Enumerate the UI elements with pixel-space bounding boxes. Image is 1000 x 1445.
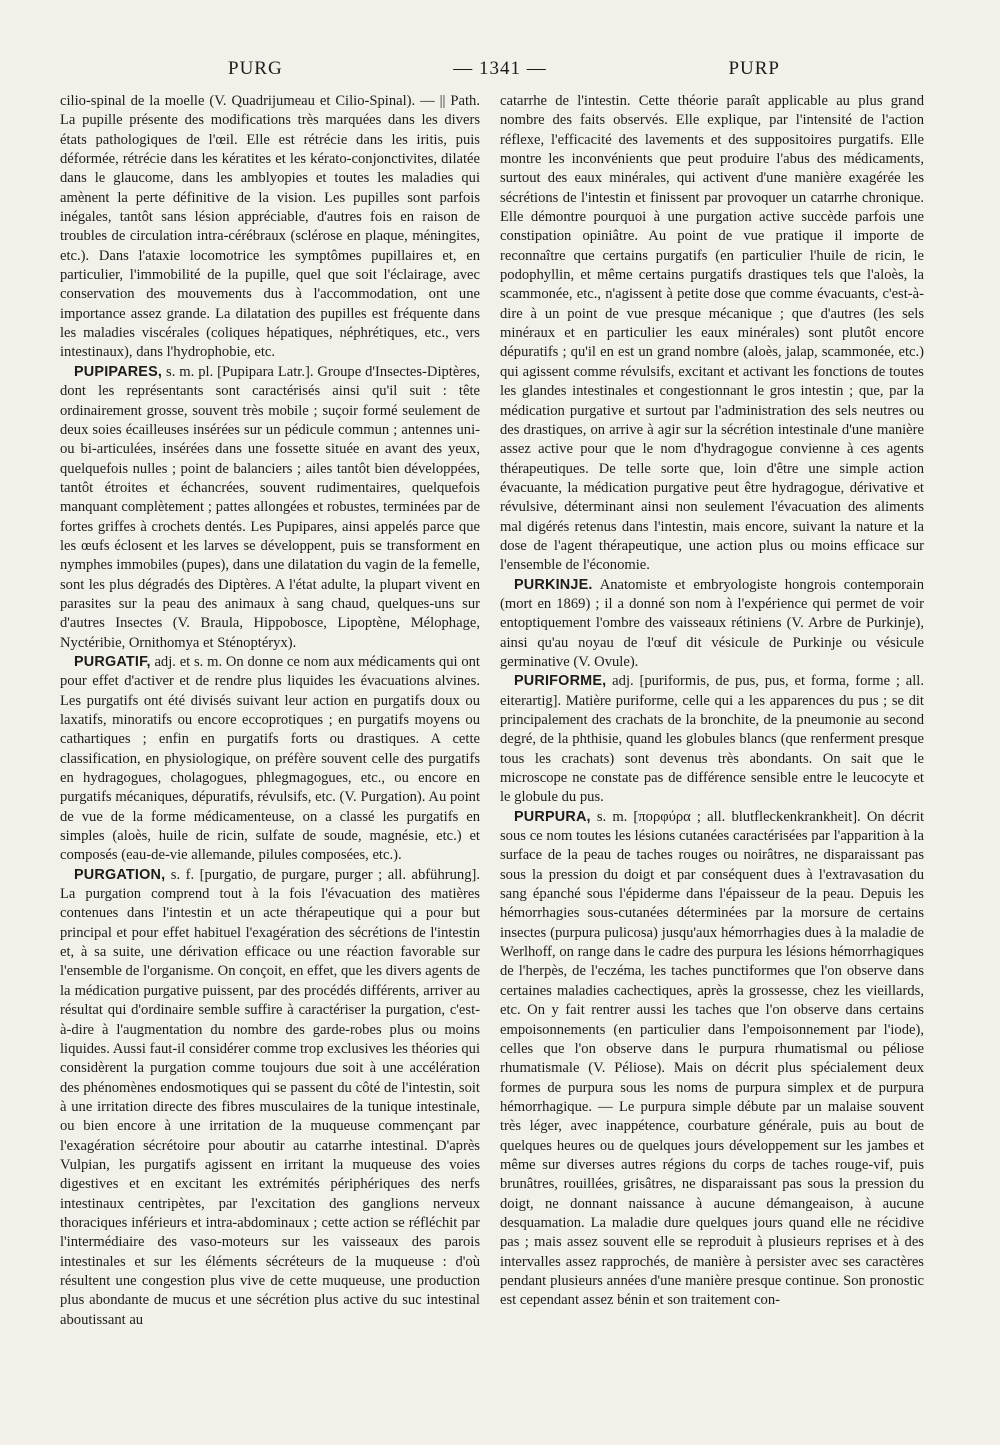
left-column [60, 92, 480, 1330]
entry-headword: PURIFORME, [514, 673, 607, 690]
entry-purpura [500, 808, 924, 1311]
entry-body: Anatomiste et embryologiste hongrois contemporain (mort en 1869) ; il a donné son nom à l'expérience qui permet de voir entoptiquement l'ombre des vaisseaux rétiniens (V. Arbre de Purkinje), ainsi qu'au noyau de l'œuf dit vésicule de Purkinje ou vésicule germinative (V. Ovule). [500, 576, 924, 670]
entry-headword: PUPIPARES, [74, 363, 163, 380]
entry-purgation [60, 866, 480, 1330]
page-number: — 1341 — [453, 58, 547, 79]
entry-continuation [60, 92, 480, 363]
entry-body: cilio-spinal de la moelle (V. Quadrijumeau et Cilio-Spinal). — || Path. La pupille présente des modifications très marquées dans les divers états pathologiques de l'œil. Elle est rétrécie dans les iritis, puis déformée, rétrécie dans les kératites et les kérato-conjonctivites, dilatée dans le glaucome, dans les amblyopies et toutes les maladies qui amènent la perte définitive de la vision. Les pupilles sont parfois inégales, tantôt sans lésion appréciable, d'autres fois en raison de troubles de circulation intra-cérébraux (sclérose en plaque, méningites, etc.). Dans l'ataxie locomotrice les symptômes pupillaires et, en particulier, l'immobilité de la pupille, quel que soit l'éclairage, avec conservation des mouvements dus à l'accommodation, ont une importance assez grande. La dilatation des pupilles est fréquente dans les maladies viscérales (coliques hépatiques, néphrétiques, etc., vers intestinaux), dans l'hydrophobie, etc. [60, 93, 480, 361]
entry-body: s. f. [purgatio, de purgare, purger ; all. abführung]. La purgation comprend tout à la fois l'évacuation des matières contenues dans l'intestin et un acte thérapeutique qui a pour but principal et pour effet habituel l'exagération des sécrétions de l'intestin et, à sa suite, une dérivation efficace ou une réaction favorable sur l'ensemble de l'organisme. On conçoit, en effet, que les divers agents de la médication purgative puissent, par des procédés différents, arriver au résultat qui d'ordinaire semble suffire à caractériser la purgation, c'est-à-dire à l'augmentation du nombre des garde-robes plus ou moins liquides. Aussi faut-il considérer comme trop exclusives les théories qui considèrent la purgation comme toujours due soit à une accélération des phénomènes endosmotiques qui se passent du côté de l'intestin, soit à une irritation directe des fibres musculaires de la tunique intestinale, ou bien encore à une irritation de la muqueuse commençant par l'exagération sécrétoire pour aboutir au catarrhe intestinal. D'après Vulpian, les purgatifs agissent en irritant la muqueuse des voies digestives et en excitant les extrémités périphériques des nerfs intestinaux centripètes, par l'excitation des ganglions nerveux thoraciques inférieurs et intra-abdominaux ; cette action se réfléchit par l'intermédiaire des vaso-moteurs sur les vaisseaux des parois intestinales et sur les éléments sécréteurs de la muqueuse : d'où résultent une congestion plus vive de cette muqueuse, une production plus abondante de mucus et une sécrétion plus active du suc intestinal aboutissant au [60, 866, 480, 1328]
entry-purgatif [60, 653, 480, 866]
entry-headword: PURKINJE. [514, 576, 593, 593]
header-right-guideword: PURP [728, 58, 780, 79]
entry-continuation [500, 92, 924, 576]
right-column [500, 92, 924, 1311]
header-left-guideword: PURG [228, 58, 283, 79]
running-head [60, 58, 940, 88]
entry-body: catarrhe de l'intestin. Cette théorie paraît applicable au plus grand nombre des faits observés. Elle explique, par l'intensité de l'action réflexe, l'efficacité des lavements et des suppositoires purgatifs. Elle montre les inconvénients que peut produire l'abus des médicaments, surtout des eaux minérales, qui activent d'une manière exagérée les sécrétions de l'intestin et finissent par provoquer un catarrhe chronique. Elle démontre pourquoi à une purgation active succède parfois une constipation opiniâtre. Au point de vue pratique il importe de reconnaître que certains purgatifs (en particulier l'huile de ricin, le podophyllin, et même certains purgatifs drastiques tels que l'aloès, la scammonée, etc., n'agissent à petite dose que comme évacuants, c'est-à-dire à un point de vue presque mécanique ; que d'autres (les sels minéraux et en particulier les eaux minérales) sont plutôt encore dépuratifs ; qu'il en est un grand nombre (aloès, jalap, scammonée, etc.) qui agissent comme révulsifs, excitant et activant les fonctions de toutes les glandes intestinales et congestionnant le gros intestin ; que, par la médication purgative et surtout par l'administration des sels neutres ou des drastiques, on arrive à agir sur la sécrétion intestinale d'une manière assez active pour que le nom d'hydragogue convienne à ces agents thérapeutiques. De telle sorte que, loin d'être une simple action évacuante, la médication purgative peut être hydragogue, dérivative et révulsive, déterminant ainsi non seulement l'évacuation des aliments mal digérés retenus dans l'intestin, mais encore, suivant la nature et la dose de l'agent thérapeutique, une action plus ou moins efficace sur l'ensemble de l'économie. [500, 93, 924, 574]
entry-puriforme [500, 672, 924, 807]
entry-pupipares [60, 363, 480, 653]
entry-purkinje [500, 576, 924, 673]
entry-body: adj. et s. m. On donne ce nom aux médicaments qui ont pour effet d'activer et de rendre plus liquides les évacuations alvines. Les purgatifs ont été divisés suivant leur action en purgatifs doux ou laxatifs, minoratifs ou encore eccoprotiques ; en purgatifs moyens ou cathartiques ; enfin en purgatifs forts ou drastiques. A cette classification, en physiologique, on préfère souvent celle des purgatifs en hydragogues, cholagogues, phlegmagogues, etc., ou encore en purgatifs mécaniques, dépuratifs, révulsifs, etc. (V. Purgation). Au point de vue de la forme médicamenteuse, on a classé les purgatifs en simples (aloès, huile de ricin, sulfate de soude, magnésie, etc.) et composés (eau-de-vie allemande, pilules composées, etc.). [60, 653, 480, 864]
entry-body: adj. [puriformis, de pus, pus, et forma, forme ; all. eiterartig]. Matière puriforme, celle qui a les apparences du pus ; se dit principalement des crachats de la bronchite, de la pneumonie au second degré, de la phthisie, quand les globules blancs (que renferment presque tous les crachats) sont devenus très abondants. On sait que le microscope ne constate pas de différence sensible entre le leucocyte et le globule du pus. [500, 673, 924, 806]
entry-body: s. m. [πορφύρα ; all. blutfleckenkrankheit]. On décrit sous ce nom toutes les lésions cutanées caractérisées par l'apparition à la surface de la peau de taches rouges ou noirâtres, ne disparaissant pas sous la pression du doigt et par conséquent dues à l'extravasation du sang épanché sous l'épiderme dans l'épaisseur de la peau. Depuis les hémorrhagies sous-cutanées déterminées par la morsure de certains insectes (purpura pulicosa) jusqu'aux hémorrhagies dues à la maladie de Werlhoff, on range dans le cadre des purpura les lésions hémorrhagiques de l'herpès, de l'eczéma, les taches punctiformes que l'on observe dans certaines maladies cachectiques, après la grossesse, chez les vieillards, etc. On y fait rentrer aussi les taches que l'on observe dans certains empoisonnements (en particulier dans l'empoisonnement par l'iode), celles que l'on observe dans le purpura rhumatismal ou péliose rhumatismale (V. Péliose). Mais on décrit plus spécialement deux formes de purpura sous les noms de purpura simplex et de purpura hémorrhagique. — Le purpura simple débute par un malaise souvent très léger, avec inappétence, courbature générale, puis au bout de quelques heures ou de quelques jours développement sur les jambes et même sur diverses autres régions du corps de taches rouge-vif, puis brunâtres, rouillées, grisâtres, ne disparaissant pas sous la pression du doigt, ne donnant naissance à aucune démangeaison, à aucune desquamation. La maladie dure quelques jours quand elle ne récidive pas ; mais assez souvent elle se reproduit à plusieurs reprises et à des intervalles assez rapprochés, de manière à persister avec ses caractères pendant plusieurs années d'une manière presque continue. Son pronostic est cependant assez bénin et son traitement con- [500, 808, 924, 1309]
entry-body: s. m. pl. [Pupipara Latr.]. Groupe d'Insectes-Diptères, dont les représentants sont caractérisés ainsi qu'il suit : tête ordinairement grosse, souvent très mobile ; suçoir formé seulement de deux soies écailleuses insérées sur un pédicule commun ; antennes uni- ou bi-articulées, insérées dans une fossette située en avant des yeux, quelquefois nulles ; point de balanciers ; ailes tantôt bien développées, tantôt étroites et échancrées, souvent rudimentaires, quelquefois manquant complètement ; pattes allongées et robustes, terminées par de fortes griffes à crochets dentés. Les Pupipares, ainsi appelés parce que les œufs éclosent et les larves se développent, puis se transforment en nymphes immobiles (pupes), dans une dilatation du vagin de la femelle, sont les plus dégradés des Diptères. A l'état adulte, la plupart vivent en parasites sur la peau des animaux à sang chaud, quelques-uns sur d'autres Insectes (V. Braula, Hippobosce, Lipoptène, Mélophage, Nyctéribie, Ornithomya et Sténoptéryx). [60, 363, 480, 651]
entry-headword: PURPURA, [514, 808, 591, 825]
entry-headword: PURGATIF, [74, 653, 151, 670]
entry-headword: PURGATION, [74, 866, 166, 883]
